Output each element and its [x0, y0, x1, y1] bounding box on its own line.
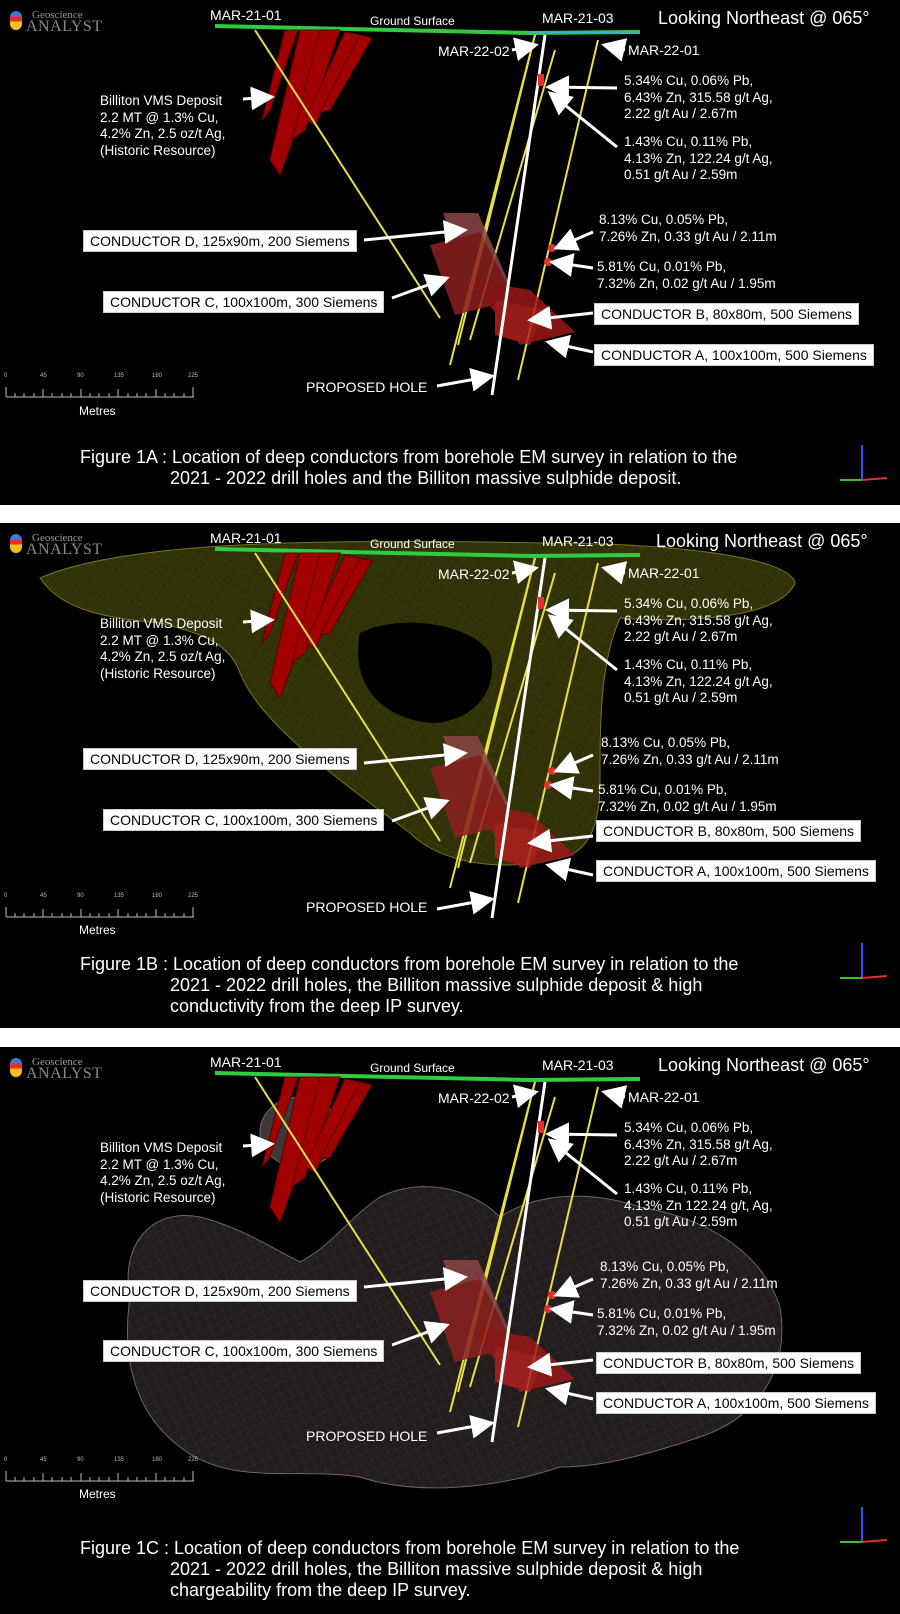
scale-tick-label: 225 [188, 1457, 199, 1463]
view-direction-label: Looking Northeast @ 065° [658, 1055, 870, 1075]
scale-tick-label: 0 [4, 373, 8, 379]
label-ground-surface: Ground Surface [370, 1061, 455, 1075]
orientation-axes-icon [832, 1492, 892, 1552]
intercept-markers [538, 74, 556, 266]
conductor-b-label: CONDUCTOR B, 80x80m, 500 Siemens [596, 820, 861, 842]
label-ground-surface: Ground Surface [370, 537, 455, 551]
conductor-d-label: CONDUCTOR D, 125x90m, 200 Siemens [83, 230, 357, 252]
scale-bar-ruler [4, 893, 194, 923]
billiton-deposit-label: Billiton VMS Deposit 2.2 MT @ 1.3% Cu, 4.2% Zn, 2.5 oz/t Ag, (Historic Resource) [100, 616, 226, 681]
geoscience-analyst-logo: Geoscience ANALYST [8, 1056, 100, 1080]
label-mar-22-02: MAR-22-02 [438, 43, 510, 59]
assay-label-3: 8.13% Cu, 0.05% Pb, 7.26% Zn, 0.33 g/t Au / 2.11m [600, 1259, 778, 1291]
scale-tick-label: 225 [188, 893, 199, 899]
conductor-a-label: CONDUCTOR A, 100x100m, 500 Siemens [596, 1392, 876, 1414]
assay-label-3: 8.13% Cu, 0.05% Pb, 7.26% Zn, 0.33 g/t Au / 2.11m [599, 212, 777, 244]
assay-label-1: 5.34% Cu, 0.06% Pb, 6.43% Zn, 315.58 g/t Ag, 2.22 g/t Au / 2.67m [624, 596, 773, 644]
conductor-a-label: CONDUCTOR A, 100x100m, 500 Siemens [596, 860, 876, 882]
scale-tick-label: 180 [152, 373, 163, 379]
proposed-hole-label: PROPOSED HOLE [306, 899, 428, 915]
label-mar-21-03: MAR-21-03 [542, 10, 614, 26]
view-direction-label: Looking Northeast @ 065° [658, 8, 870, 28]
scale-bar-ruler [4, 1457, 194, 1487]
conductor-b-label: CONDUCTOR B, 80x80m, 500 Siemens [594, 303, 859, 325]
scale-tick-label: 180 [152, 1457, 163, 1463]
billiton-deposit-shape [262, 30, 372, 175]
label-mar-22-02: MAR-22-02 [438, 566, 510, 582]
geoscience-analyst-logo: Geoscience ANALYST [8, 532, 100, 556]
scale-bar [4, 373, 199, 423]
figure-1b-caption: Figure 1B : Location of deep conductors from borehole EM survey in relation to the 2021 - 2022 drill holes, the Billiton massive sulphide deposit & high conductivity from the deep IP survey. [80, 954, 739, 1016]
conductor-c-label: CONDUCTOR C, 100x100m, 300 Siemens [103, 1340, 384, 1362]
figure-1c-panel [0, 1047, 900, 1614]
label-ground-surface: Ground Surface [370, 14, 455, 28]
figure-1b-panel [0, 523, 900, 1028]
scale-tick-label: 90 [77, 1457, 84, 1463]
label-mar-21-03: MAR-21-03 [542, 533, 614, 549]
billiton-deposit-label: Billiton VMS Deposit 2.2 MT @ 1.3% Cu, 4.2% Zn, 2.5 oz/t Ag, (Historic Resource) [100, 1140, 226, 1205]
view-direction-label: Looking Northeast @ 065° [656, 531, 868, 551]
scale-tick-label: 90 [77, 373, 84, 379]
scale-tick-label: 45 [40, 1457, 47, 1463]
label-mar-22-01: MAR-22-01 [628, 42, 700, 58]
scale-tick-label: 135 [114, 373, 125, 379]
figure-1a-caption: Figure 1A : Location of deep conductors from borehole EM survey in relation to the 2021 - 2022 drill holes and the Billiton massive sulphide deposit. [80, 447, 738, 488]
label-mar-21-01: MAR-21-01 [210, 7, 282, 23]
logo-mark-icon [10, 1058, 22, 1077]
conductor-c-label: CONDUCTOR C, 100x100m, 300 Siemens [103, 809, 384, 831]
label-mar-22-02: MAR-22-02 [438, 1090, 510, 1106]
label-mar-21-01: MAR-21-01 [210, 1054, 282, 1070]
scale-bar [4, 1457, 199, 1507]
logo-mark-icon [10, 11, 22, 30]
logo-mark-icon [10, 534, 22, 553]
assay-label-2: 1.43% Cu, 0.11% Pb, 4.13% Zn 122.24 g/t, Ag, 0.51 g/t Au / 2.59m [624, 1181, 773, 1229]
scale-bar [4, 893, 199, 943]
scale-tick-label: 90 [77, 893, 84, 899]
scale-bar-ruler [4, 373, 194, 403]
scale-tick-label: 135 [114, 1457, 125, 1463]
scale-unit-label: Metres [79, 923, 116, 937]
scale-tick-label: 135 [114, 893, 125, 899]
scale-unit-label: Metres [79, 404, 116, 418]
conductor-d-label: CONDUCTOR D, 125x90m, 200 Siemens [83, 748, 357, 770]
assay-label-2: 1.43% Cu, 0.11% Pb, 4.13% Zn, 122.24 g/t Ag, 0.51 g/t Au / 2.59m [624, 134, 773, 182]
scale-tick-label: 45 [40, 373, 47, 379]
orientation-axes-icon [832, 430, 892, 490]
assay-label-4: 5.81% Cu, 0.01% Pb, 7.32% Zn, 0.02 g/t Au / 1.95m [597, 1306, 776, 1338]
assay-label-1: 5.34% Cu, 0.06% Pb, 6.43% Zn, 315.58 g/t Ag, 2.22 g/t Au / 2.67m [624, 1120, 773, 1168]
label-mar-21-01: MAR-21-01 [210, 530, 282, 546]
geoscience-analyst-logo: Geoscience ANALYST [8, 9, 100, 33]
scale-tick-label: 180 [152, 893, 163, 899]
assay-label-4: 5.81% Cu, 0.01% Pb, 7.32% Zn, 0.02 g/t Au / 1.95m [597, 259, 776, 291]
scale-tick-label: 0 [4, 893, 8, 899]
label-mar-21-03: MAR-21-03 [542, 1057, 614, 1073]
label-mar-22-01: MAR-22-01 [628, 1089, 700, 1105]
scale-tick-label: 0 [4, 1457, 8, 1463]
scale-tick-label: 225 [188, 373, 199, 379]
conductor-b-label: CONDUCTOR B, 80x80m, 500 Siemens [596, 1352, 861, 1374]
conductor-c-label: CONDUCTOR C, 100x100m, 300 Siemens [103, 291, 384, 313]
orientation-axes-icon [832, 928, 892, 988]
assay-label-2: 1.43% Cu, 0.11% Pb, 4.13% Zn, 122.24 g/t Ag, 0.51 g/t Au / 2.59m [624, 657, 773, 705]
scale-tick-label: 45 [40, 893, 47, 899]
assay-label-4: 5.81% Cu, 0.01% Pb, 7.32% Zn, 0.02 g/t Au / 1.95m [598, 782, 777, 814]
proposed-hole-label: PROPOSED HOLE [306, 379, 428, 395]
assay-label-3: 8.13% Cu, 0.05% Pb, 7.26% Zn, 0.33 g/t Au / 2.11m [601, 735, 779, 767]
billiton-deposit-label: Billiton VMS Deposit 2.2 MT @ 1.3% Cu, 4.2% Zn, 2.5 oz/t Ag, (Historic Resource) [100, 93, 226, 158]
figure-1a-panel [0, 0, 900, 505]
figure-1c-caption: Figure 1C : Location of deep conductors from borehole EM survey in relation to the 2021 - 2022 drill holes, the Billiton massive sulphide deposit & high chargeability from the deep IP survey. [80, 1538, 740, 1600]
proposed-hole-label: PROPOSED HOLE [306, 1428, 428, 1444]
scale-unit-label: Metres [79, 1487, 116, 1501]
conductor-a-label: CONDUCTOR A, 100x100m, 500 Siemens [594, 344, 874, 366]
assay-label-1: 5.34% Cu, 0.06% Pb, 6.43% Zn, 315.58 g/t Ag, 2.22 g/t Au / 2.67m [624, 73, 773, 121]
conductor-d-label: CONDUCTOR D, 125x90m, 200 Siemens [83, 1280, 357, 1302]
label-mar-22-01: MAR-22-01 [628, 565, 700, 581]
